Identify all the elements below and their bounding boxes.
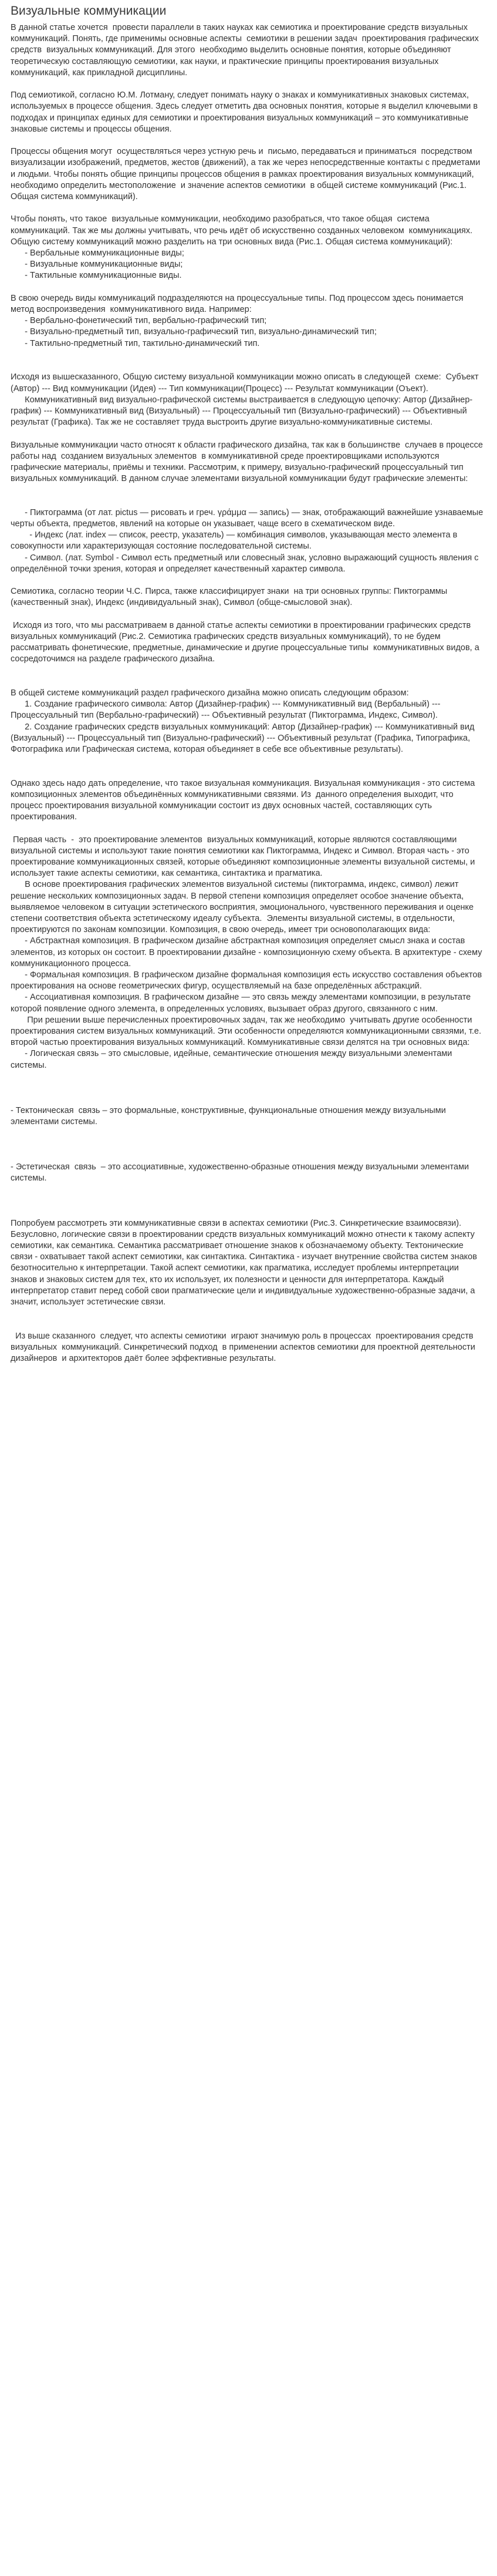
- paragraph: Чтобы понять, что такое визуальные коммуникации, необходимо разобраться, что такое общая система коммуникаций. Так же мы должны учитывать, что речь идёт об искусственно созданных человеком коммуникациях. Общую систему коммуникаций можно разделить на три основных вида (Рис.1. Общая система коммуникаций): - Вербальные коммуникационные виды; - Визуальные коммуникационные виды; - Тактильные коммуникационные виды.: [11, 214, 473, 281]
- paragraph: В общей системе коммуникаций раздел графического дизайна можно описать следующим образом: 1. Создание графического символа: Автор (Дизайнер-график) --- Коммуникативный вид (Вербальный) --- Процессуальный тип (Вербально-графический) --- Объективный результат (Пиктограмма, Индекс, Символ). 2. Создание графических средств визуальных коммуникаций: Автор (Дизайнер-график) --- Коммуникативный вид (Визуальный) --- Процессуальный тип (Визуально-графический) --- Объективный результат (Графика, Типографика, Фотографика или Графическая система, которая объединяет в себе все объективные результаты).: [11, 688, 475, 754]
- blank-line: [11, 349, 486, 361]
- paragraph: Под семиотикой, согласно Ю.М. Лотману, следует понимать науку о знаках и коммуникативных знаковых системах, используемых в процессе общения. Здесь следует отметить два основных понятия, которые я выделил ключевыми в подходах и принципах единых для семиотики и проектирования визуальных коммуникаций – это коммуникативные знаковые системы и процессы общения.: [11, 90, 481, 134]
- paragraph: Визуальные коммуникации часто относят к области графического дизайна, так как в большинстве случаев в процессе работы над созданием визуальных элементов в коммуникативной среде проектировщиками используются графические материалы, приёмы и техники. Рассмотрим, к примеру, визуально-графический процессуальный тип визуальных коммуникаций. В данном случае элементами визуальной коммуникации будут графические элементы:: [11, 440, 485, 484]
- blank-line: [11, 79, 486, 90]
- paragraph: Процессы общения могут осуществляться через устную речь и письмо, передаваться и приниматься посредством визуализации изображений, предметов, жестов (движений), а так же через непосредственные контакты с предметами и людьми. Чтобы понять общие принципы процессов общения в рамках проектирования визуальных коммуникаций, необходимо определить местоположение и значение аспектов семиотики в общей системе коммуникаций (Рис.1. Общая система коммуникаций).: [11, 147, 483, 202]
- paragraph: - Пиктограмма (от лат. pictus — рисовать и греч. γράμμα — запись) — знак, отображающий важнейшие узнаваемые черты объекта, предметов, явлений на которые он указывает, чаще всего в схематическом виде. - Индекс (лат. index — список, реестр, указатель) — комбинация символов, указывающая место элемента в совокупности или характеризующая состояние последовательной системы. - Символ. (лат. Symbol - Символ есть предметный или словесный знак, условно выражающий сущность явления с определённой точки зрения, которая и определяет качественный характер символа.: [11, 507, 484, 574]
- paragraph: Исходя из вышесказанного, Общую систему визуальной коммуникации можно описать в следующей схеме: Субъект (Автор) --- Вид коммуникации (Идея) --- Тип коммуникации(Процесс) --- Результат коммуникации (Оъект). Коммуникативный вид визуально-графической системы выстраивается в следующую цепочку: Автор (Дизайнер-график) --- Коммуникативный вид (Визуальный) --- Процессуальный тип (Визуально-графический) --- Объективный результат (Графика). Так же не составляет труда выстроить другие визуально-коммуникативные системы.: [11, 372, 479, 428]
- paragraph: Семиотика, согласно теории Ч.С. Пирса, также классифицирует знаки на три основных группы: Пиктограммы (качественный знак), Индекс (индивидуальный знак), Символ (обще-смысловой знак).: [11, 587, 450, 608]
- blank-line: [11, 361, 486, 372]
- blank-line: [11, 496, 486, 507]
- paragraph: В данной статье хочется провести параллели в таких науках как семиотика и проектирование средств визуальных коммуникаций. Понять, где применимы основные аспекты семиотики в решении задач проектирования графических средств визуальных коммуникаций. Для этого необходимо выделить основные понятия, которые объединяют теоретическую составляющую семиотики, как науки, и практические принципы проектирования визуальных коммуникаций, как прикладной дисциплины.: [11, 23, 481, 78]
- blank-line: [11, 575, 486, 586]
- paragraph: - Тектоническая связь – это формальные, конструктивные, функциональные отношения между визуальными элементами системы.: [11, 1105, 448, 1126]
- blank-line: [11, 1319, 486, 1330]
- blank-line: [11, 485, 486, 496]
- blank-line: [11, 1308, 486, 1319]
- article-title: Визуальные коммуникации: [11, 4, 167, 18]
- article-body: [11, 22, 486, 1364]
- blank-line: [11, 1195, 486, 1206]
- paragraph: Однако здесь надо дать определение, что такое визуальная коммуникация. Визуальная коммуникация - это система композиционных элементов объединённых коммуникативными связями. Из данного определения выходит, что процесс проектирования визуальной коммуникации состоит из двух основных частей, составляющих суть проектирования.: [11, 778, 478, 822]
- blank-line: [11, 755, 486, 766]
- blank-line: [11, 1206, 486, 1218]
- blank-line: [11, 665, 486, 677]
- paragraph: Исходя из того, что мы рассматриваем в данной статье аспекты семиотики в проектировании графических средств визуальных коммуникаций (Рис.2. Семиотика графических средств визуальных коммуникаций), то не будем рассматривать фонетические, предметные, динамические и другие процессуальные типы коммуникативных видов, а сосредоточимся на разделе графического дизайна.: [11, 620, 482, 664]
- blank-line: [11, 677, 486, 688]
- blank-line: [11, 1184, 486, 1195]
- blank-line: [11, 1128, 486, 1139]
- blank-line: [11, 609, 486, 620]
- blank-line: [11, 135, 486, 146]
- blank-line: [11, 823, 486, 834]
- paragraph: Из выше сказанного следует, что аспекты семиотики играют значимую роль в процессах проектирования средств визуальных коммуникаций. Синкретический подход в применении аспектов семиотики для проектной деятельности дизайнеров и архитекторов даёт более эффективные результаты.: [11, 1331, 478, 1363]
- blank-line: [11, 428, 486, 439]
- blank-line: [11, 1094, 486, 1105]
- blank-line: [11, 1071, 486, 1082]
- blank-line: [11, 282, 486, 293]
- blank-line: [11, 1082, 486, 1094]
- paragraph: В свою очередь виды коммуникаций подразделяются на процессуальные типы. Под процессом здесь понимается метод воспроизведения коммуникативного вида. Например: - Вербально-фонетический тип, вербально-графический тип; - Визуально-предметный тип, визуально-графический тип, визуально-динамический тип; - Тактильно-предметный тип, тактильно-динамический тип.: [11, 293, 464, 348]
- paragraph: Попробуем рассмотреть эти коммуникативные связи в аспектах семиотики (Рис.3. Синкретические взаимосвязи). Безусловно, логические связи в проектировании средств визуальных коммуникаций можно отнести к такому аспекту семиотики, как семантика. Семантика рассматривает отношение знаков к обозначаемому объекту. Тектонические связи - охватывает такой аспект семиотики, как синтактика. Синтактика - изучает внутренние свойства систем знаков безотносительно к интерпретации. Такой аспект семиотики, как прагматика, исследует проблемы интерпретации знаков и знаковых систем для тех, кто их использует, их полезности и ценности для интерпретатора. Каждый интерпретатор ставит перед собой свои прагматические цели и индивидуальные художественно-образные задачи, а значит, использует эстетические связи.: [11, 1218, 479, 1307]
- blank-line: [11, 203, 486, 214]
- blank-line: [11, 1150, 486, 1161]
- blank-line: [11, 766, 486, 778]
- paragraph: Первая часть - это проектирование элементов визуальных коммуникаций, которые являются составляющими визуальной системы и используют такие понятия семиотики как Пиктограмма, Индекс и Символ. Вторая часть - это проектирование коммуникационных связей, которые объединяют композиционные элементы визуальной системы, и использует такие аспекты семиотики, как семантика, синтактика и прагматика. В основе проектирования графических элементов визуальной системы (пиктограмма, индекс, символ) лежит решение нескольких композиционных задач. В первой степени композиция определяет особое значение объекта, выявляемое человеком в ситуации эстетического восприятия, эмоционального, чувственного переживания и оценке степени соответствия объекта эстетическому идеалу субъекта. Элементы визуальной системы, в отдельности, проектируются по законам композиции. Композиция, в свою очередь, имеет три основополагающих вида: - Абстрактная композиция. В графическом дизайне абстрактная композиция определяет смысл знака и состав элементов, из которых он состоит. В проектировании дизайне - композиционную схему объекта. В архитектуре - схему коммуникационного процесса. - Формальная композиция. В графическом дизайне формальная композиция есть искусство составления объектов проектирования на основе геометрических фигур, осуществляемый на базе определённых абстракций. - Ассоциативная композиция. В графическом дизайне — это связь между элементами композиции, в результате которой появление одного элемента, в определенных условиях, вызывает образ другого, связанного с ним. При решении выше перечисленных проектировочных задач, так же необходимо учитывать другие особенности проектирования систем визуальных коммуникаций. Эти особенности определяются коммуникационными связями, т.е. второй частью проектирования визуальных коммуникаций. Коммуникативные связи делятся на три основных вида: - Логическая связь – это смысловые, идейные, семантические отношения между визуальными элементами системы.: [11, 835, 482, 1070]
- blank-line: [11, 1139, 486, 1150]
- paragraph: - Эстетическая связь – это ассоциативные, художественно-образные отношения между визуальными элементами системы.: [11, 1162, 472, 1183]
